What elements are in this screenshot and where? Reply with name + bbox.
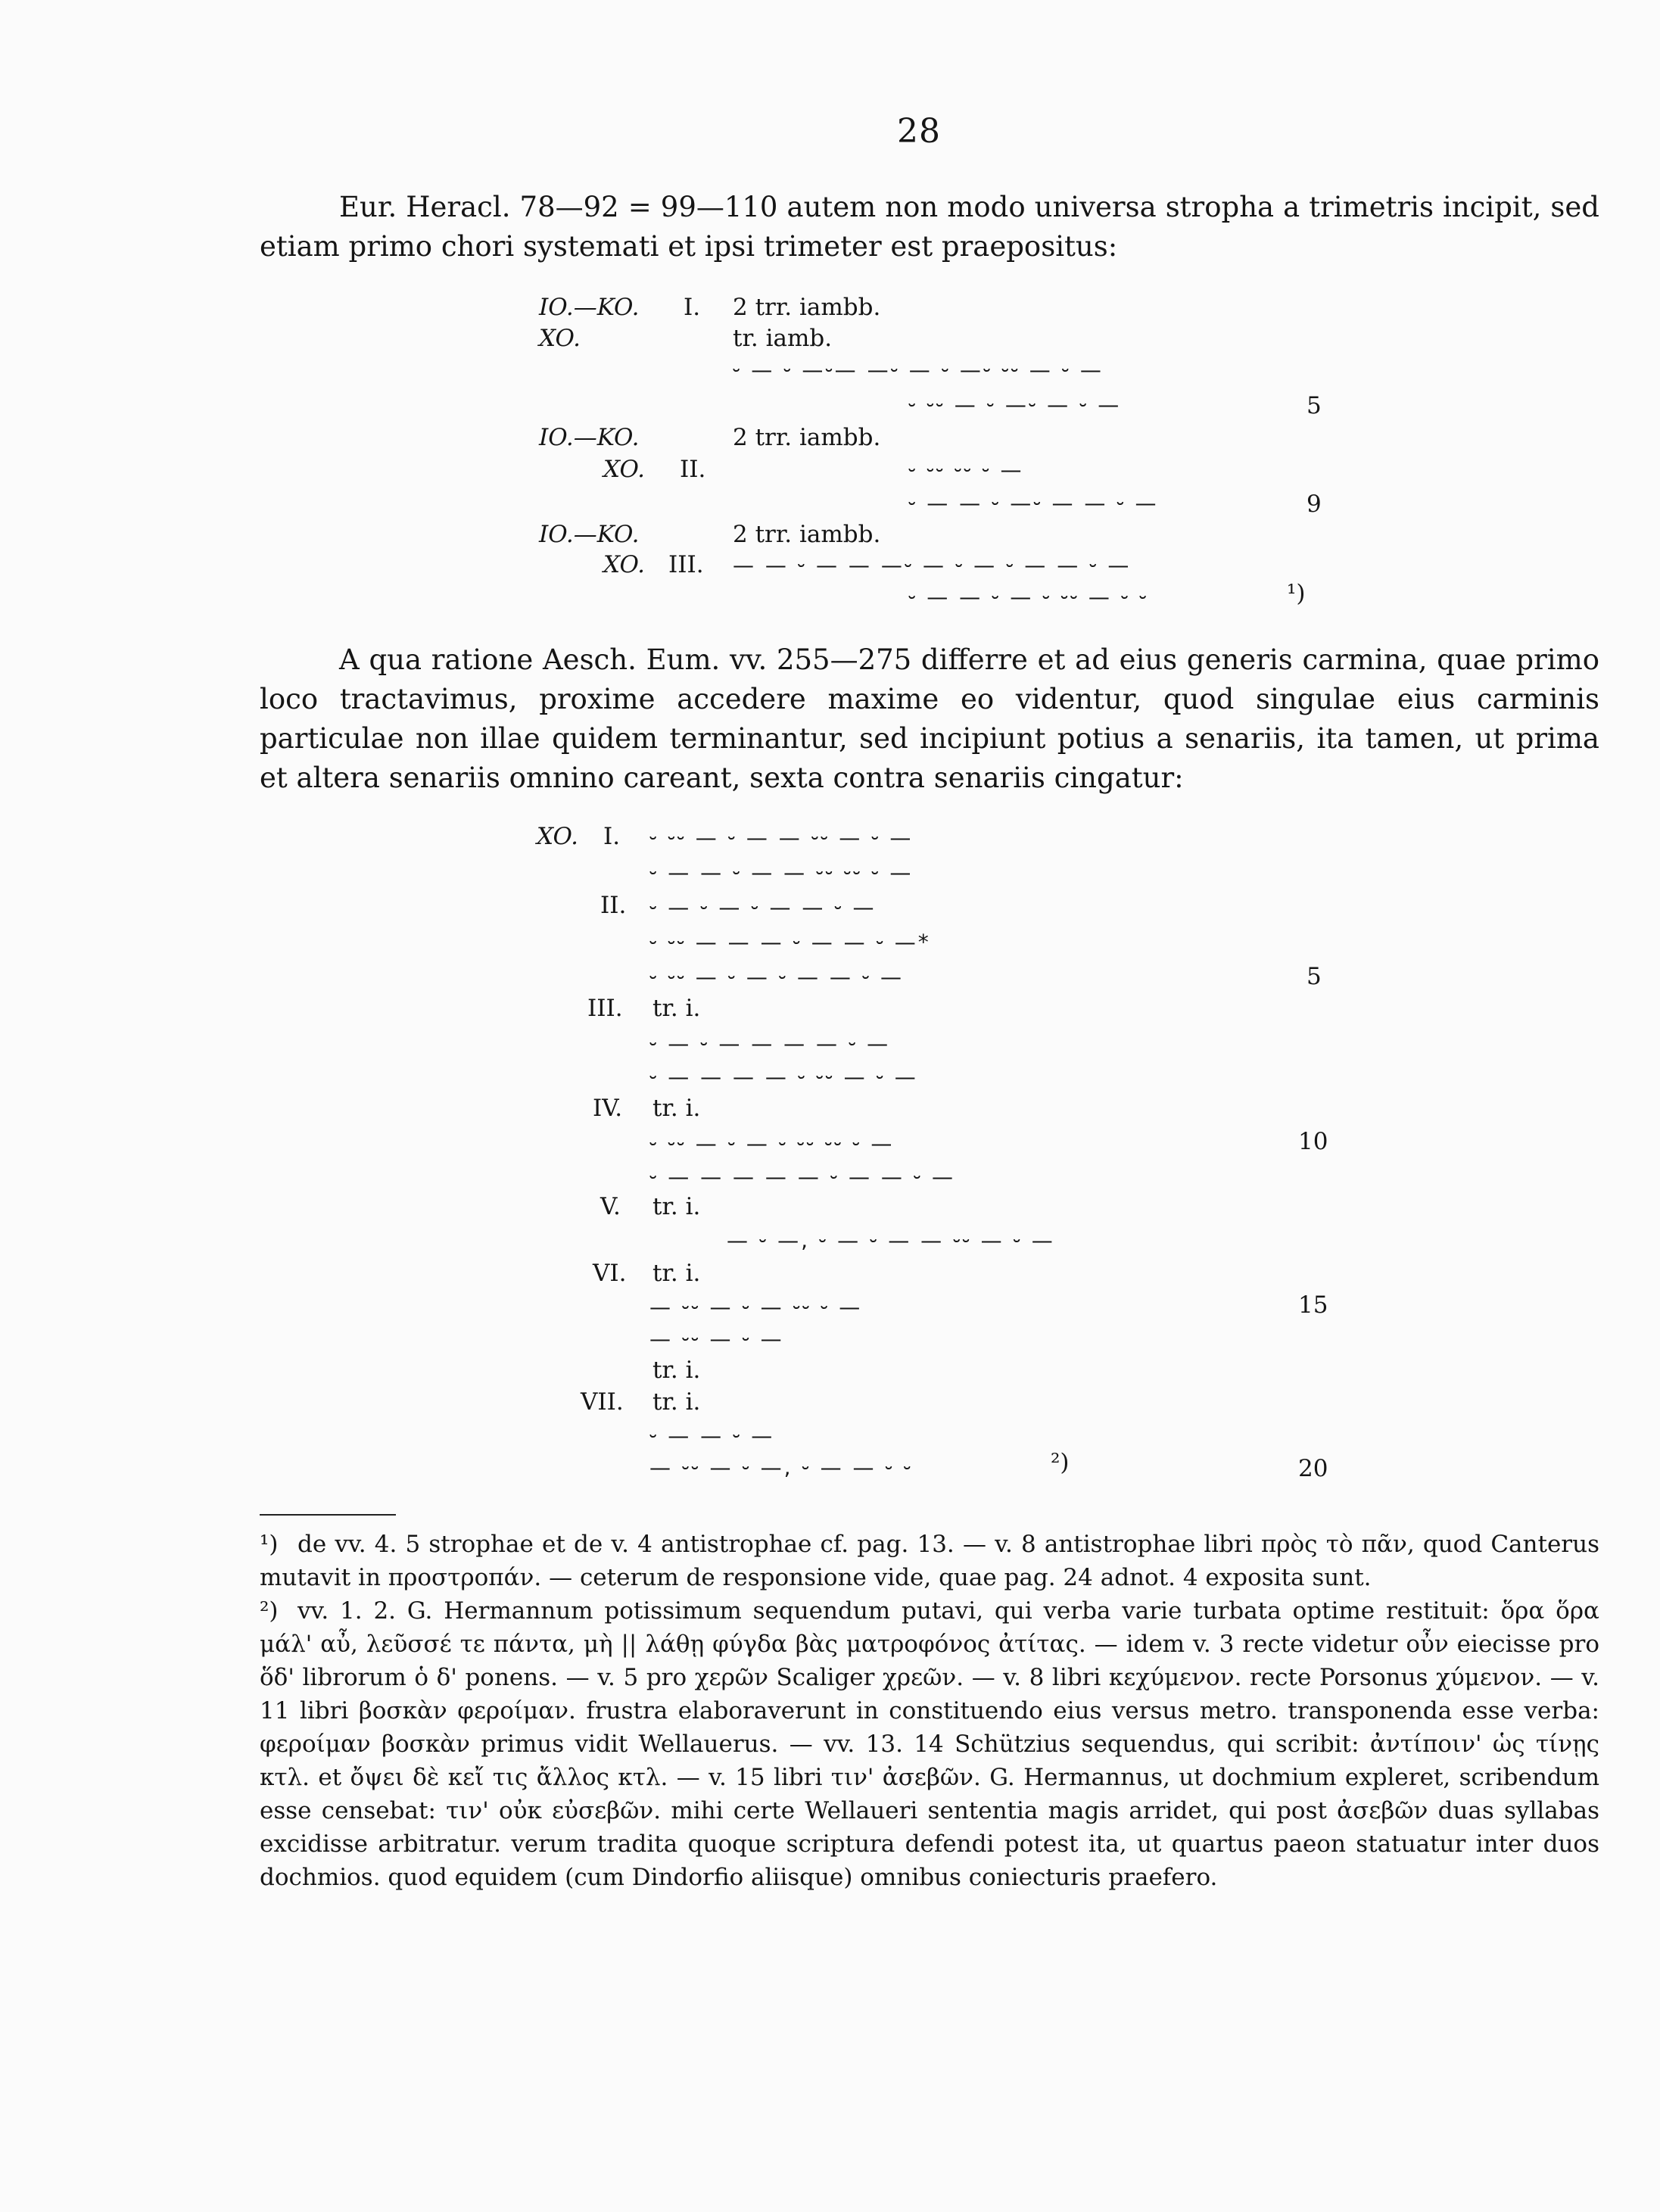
system-number: IV.: [593, 1095, 623, 1122]
speaker-io-ko: IO.—KO.: [539, 424, 640, 451]
system-number: I.: [603, 823, 621, 850]
verse-label: tr. i.: [652, 1388, 701, 1416]
line-number: 15: [1298, 1291, 1328, 1319]
speaker-xo: XO.: [537, 823, 578, 850]
system-number: I.: [684, 294, 701, 321]
verse-label: 2 trr. iambb.: [733, 521, 881, 548]
speaker-xo: XO.: [539, 325, 581, 352]
speaker-io-ko: IO.—KO.: [539, 521, 640, 548]
meter-line: ⏑ ⏑⏑ — ⏑ — ⏑ — — ⏑ —: [649, 964, 905, 989]
verse-label: tr. iamb.: [733, 325, 833, 352]
line-number: 5: [1307, 963, 1322, 990]
footnote-mark: ²): [260, 1597, 279, 1625]
meter-line: ⏑ ⏑⏑ ⏑⏑ ⏑ —: [908, 457, 1024, 482]
meter-line: — ⏑⏑ — ⏑ —, ⏑ — — ⏑ ⏑: [649, 1455, 913, 1480]
meter-line: ⏑ — ⏑ —⏑— —⏑ — ⏑ —⏑ ⏑⏑ — ⏑ —: [733, 357, 1104, 382]
footnote-text: de vv. 4. 5 strophae et de v. 4 antistrophae cf. pag. 13. — v. 8 antistrophae libri πρὸς τὸ πᾶν, quod Canterus mutavit in προστροπάν. — ceterum de responsione vide, quae pag. 24 adnot. 4 exposita sunt.: [260, 1531, 1599, 1591]
speaker-xo: XO.: [603, 456, 645, 483]
footnote-text: vv. 1. 2. G. Hermannum potissimum sequendum putavi, qui verba varie turbata optime restituit: ὅρα ὅρα μάλ' αὖ, λεῦσσέ τε πάντα, μὴ || λάθῃ φύγδα βὰς ματροφόνος ἀτίτας. — idem v. 3 recte videtur οὖν eiecisse pro ὅδ' librorum ὁ δ' ponens. — v. 5 pro χερῶν Scaliger χρεῶν. — v. 8 libri κεχύμενον. recte Porsonus χύμενον. — v. 11 libri βοσκὰν φεροίμαν. frustra elaboraverunt in constituendo eius versus metro. transponenda esse verba: φεροίμαν βοσκὰν primus vidit Wellauerus. — vv. 13. 14 Schützius sequendus, qui scribit: ἀντίποιν' ὡς τίνῃς κτλ. et ὄψει δὲ κεἴ τις ἄλλος κτλ. — v. 15 libri τιν' ἀσεβῶν. G. Hermannus, ut dochmium expleret, scribendum esse censebat: τιν' οὐκ εὐσεβῶν. mihi certe Wellaueri sententia magis arridet, qui post ἀσεβῶν duas syllabas excidisse arbitratur. verum tradita quoque scriptura defendi potest ita, ut quartus paeon statuatur inter duos dochmios. quod equidem (cum Dindorfio aliisque) omnibus coniecturis praefero.: [260, 1597, 1599, 1891]
footnote-divider: [260, 1514, 396, 1516]
footnote-ref: ¹): [1287, 580, 1306, 607]
meter-line: ⏑ ⏑⏑ — — — ⏑ — — ⏑ —*: [649, 930, 931, 955]
line-number: 5: [1307, 392, 1322, 419]
verse-label: tr. i.: [652, 995, 701, 1022]
meter-line: ⏑ — ⏑ — ⏑ — — ⏑ —: [649, 895, 877, 920]
footnote-2: [260, 1594, 1599, 1894]
verse-label: 2 trr. iambb.: [733, 294, 881, 321]
verse-label: tr. i.: [652, 1095, 701, 1122]
meter-line: ⏑ — — — — ⏑ ⏑⏑ — ⏑ —: [649, 1064, 918, 1089]
meter-line: — — ⏑ — — —⏑ — ⏑ — ⏑ — — ⏑ —: [733, 553, 1132, 578]
footnote-mark: ¹): [260, 1531, 279, 1558]
verse-label: tr. i.: [652, 1260, 701, 1287]
paragraph-eum: A qua ratione Aesch. Eum. vv. 255—275 differre et ad eius generis carmina, quae primo loco tractavimus, proxime accedere maxime eo videntur, quod singulae eius carminis particulae non illae quidem terminantur, sed incipiunt potius a senariis, ita tamen, ut prima et altera senariis omnino careant, sexta contra senariis cingatur:: [260, 643, 1599, 794]
meter-line: ⏑ — — ⏑ — — ⏑⏑ ⏑⏑ ⏑ —: [649, 860, 914, 885]
meter-line: ⏑ — — ⏑ — ⏑ ⏑⏑ — ⏑ ⏑: [908, 584, 1149, 609]
meter-line: — ⏑ —, ⏑ — ⏑ — — ⏑⏑ — ⏑ —: [727, 1228, 1055, 1253]
meter-line: ⏑ ⏑⏑ — ⏑ — ⏑ ⏑⏑ ⏑⏑ ⏑ —: [649, 1131, 895, 1156]
footnote-1: [260, 1528, 1599, 1594]
meter-line: ⏑ — ⏑ — — — — ⏑ —: [649, 1031, 891, 1056]
system-number: V.: [600, 1193, 621, 1220]
paragraph-heracl: Eur. Heracl. 78—92 = 99—110 autem non modo universa stropha a trimetris incipit, sed etiam primo chori systemati et ipsi trimeter est praepositus:: [260, 191, 1599, 263]
meter-line: — ⏑⏑ — ⏑ —: [649, 1326, 784, 1351]
meter-line: ⏑ — — ⏑ —⏑ — — ⏑ —: [908, 491, 1159, 516]
verse-label: tr. i.: [652, 1193, 701, 1220]
line-number: 9: [1307, 491, 1322, 518]
meter-line: ⏑ ⏑⏑ — ⏑ —⏑ — ⏑ —: [908, 392, 1122, 417]
system-number: III.: [587, 995, 623, 1022]
line-number: 10: [1298, 1128, 1328, 1155]
system-number: VII.: [581, 1388, 624, 1416]
speaker-xo: XO.: [603, 551, 645, 578]
meter-line: ⏑ — — — — — ⏑ — — ⏑ —: [649, 1164, 955, 1189]
system-number: II.: [600, 892, 627, 919]
line-number: 20: [1298, 1455, 1328, 1482]
meter-line: ⏑ — — ⏑ —: [649, 1423, 775, 1448]
verse-label: tr. i.: [652, 1357, 701, 1384]
system-number: II.: [680, 456, 706, 483]
system-number: VI.: [593, 1260, 627, 1287]
footnote-ref: ²): [1051, 1449, 1070, 1476]
speaker-io-ko: IO.—KO.: [539, 294, 640, 321]
meter-line: — ⏑⏑ — ⏑ — ⏑⏑ ⏑ —: [649, 1294, 863, 1319]
verse-label: 2 trr. iambb.: [733, 424, 881, 451]
meter-line: ⏑ ⏑⏑ — ⏑ — — ⏑⏑ — ⏑ —: [649, 825, 914, 850]
system-number: III.: [668, 551, 704, 578]
page-number: 28: [897, 112, 941, 151]
